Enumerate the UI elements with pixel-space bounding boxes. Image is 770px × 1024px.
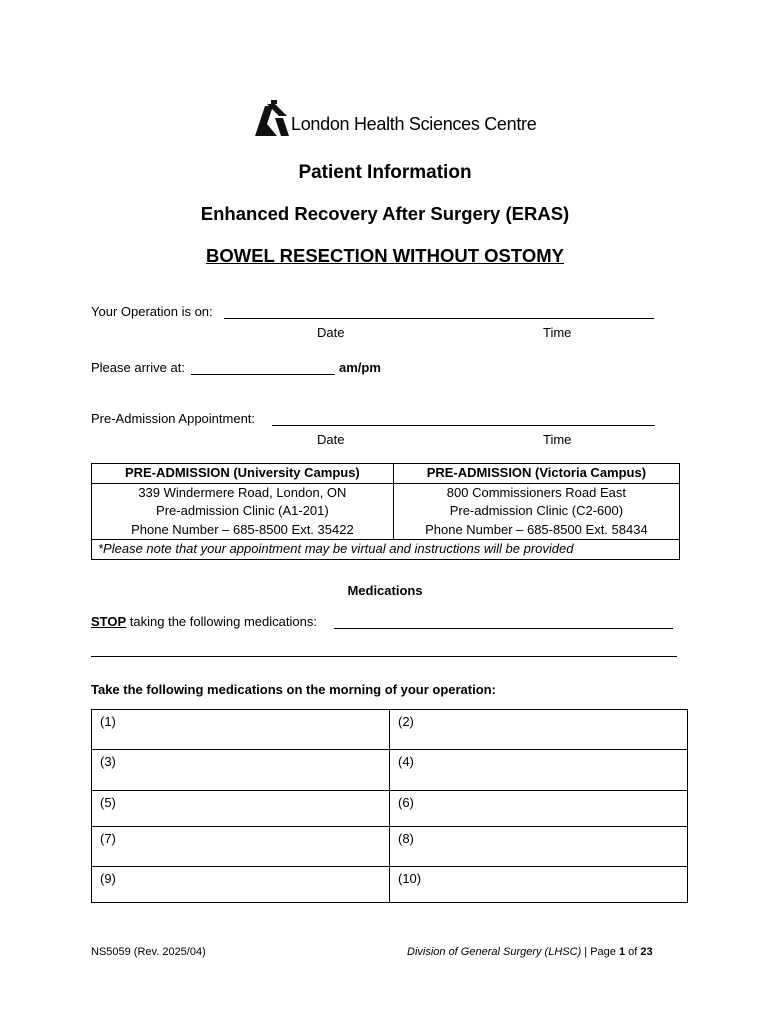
division-name: Division of General Surgery (LHSC) (407, 946, 582, 958)
preadmission-time-caption: Time (543, 432, 572, 447)
preadmission-label: Pre-Admission Appointment: (91, 411, 256, 426)
med-slot[interactable]: (5) (92, 791, 390, 827)
take-medications-label: Take the following medications on the morning of your operation: (91, 682, 496, 697)
operation-time-caption: Time (543, 325, 572, 340)
form-code: NS5059 (Rev. 2025/04) (91, 946, 206, 958)
page-footer (407, 946, 653, 958)
medications-table (91, 709, 688, 903)
med-slot[interactable]: (3) (92, 750, 390, 791)
stop-medications-label (91, 614, 317, 629)
stop-rest: taking the following medications: (126, 614, 317, 629)
med-slot[interactable]: (7) (92, 827, 390, 867)
page-number: 1 (618, 946, 626, 958)
page-subtitle: Enhanced Recovery After Surgery (ERAS) (200, 203, 570, 224)
operation-date-field[interactable] (224, 318, 654, 319)
med-slot[interactable]: (1) (92, 710, 390, 750)
page-total: 23 (640, 946, 653, 958)
procedure-title: BOWEL RESECTION WITHOUT OSTOMY (205, 245, 564, 266)
arrival-time-field[interactable] (191, 374, 335, 375)
med-slot[interactable]: (6) (390, 791, 688, 827)
med-slot[interactable]: (9) (92, 867, 390, 903)
lhsc-logo-icon (253, 100, 289, 138)
page-of: of (625, 946, 641, 958)
victoria-address: 800 Commissioners Road East (393, 483, 679, 502)
victoria-heading: PRE-ADMISSION (Victoria Campus) (393, 464, 679, 484)
org-name: London Health Sciences Centre (291, 114, 537, 134)
preadmission-date-caption: Date (317, 432, 345, 447)
arrive-label: Please arrive at: (91, 360, 185, 375)
med-slot[interactable]: (2) (390, 710, 688, 750)
medications-heading: Medications (347, 583, 423, 598)
preadmission-date-field[interactable] (272, 425, 655, 426)
university-clinic: Pre-admission Clinic (A1-201) (92, 502, 394, 521)
operation-date-caption: Date (317, 325, 345, 340)
operation-label: Your Operation is on: (91, 304, 213, 319)
med-slot[interactable]: (8) (390, 827, 688, 867)
university-heading: PRE-ADMISSION (University Campus) (92, 464, 394, 484)
victoria-clinic: Pre-admission Clinic (C2-600) (393, 502, 679, 521)
university-phone: Phone Number – 685-8500 Ext. 35422 (92, 521, 394, 540)
victoria-phone: Phone Number – 685-8500 Ext. 58434 (393, 521, 679, 540)
page-title: Patient Information (298, 162, 472, 183)
med-slot[interactable]: (4) (390, 750, 688, 791)
stop-medications-field-2[interactable] (91, 656, 677, 657)
virtual-note: *Please note that your appointment may be virtual and instructions will be provided (92, 540, 680, 560)
stop-word: STOP (91, 614, 127, 629)
page-sep: | Page (581, 946, 619, 958)
lhsc-logo (253, 100, 537, 140)
campus-table (91, 463, 680, 560)
med-slot[interactable]: (10) (390, 867, 688, 903)
stop-medications-field-1[interactable] (334, 628, 673, 629)
ampm-label: am/pm (339, 360, 381, 375)
university-address: 339 Windermere Road, London, ON (92, 483, 394, 502)
